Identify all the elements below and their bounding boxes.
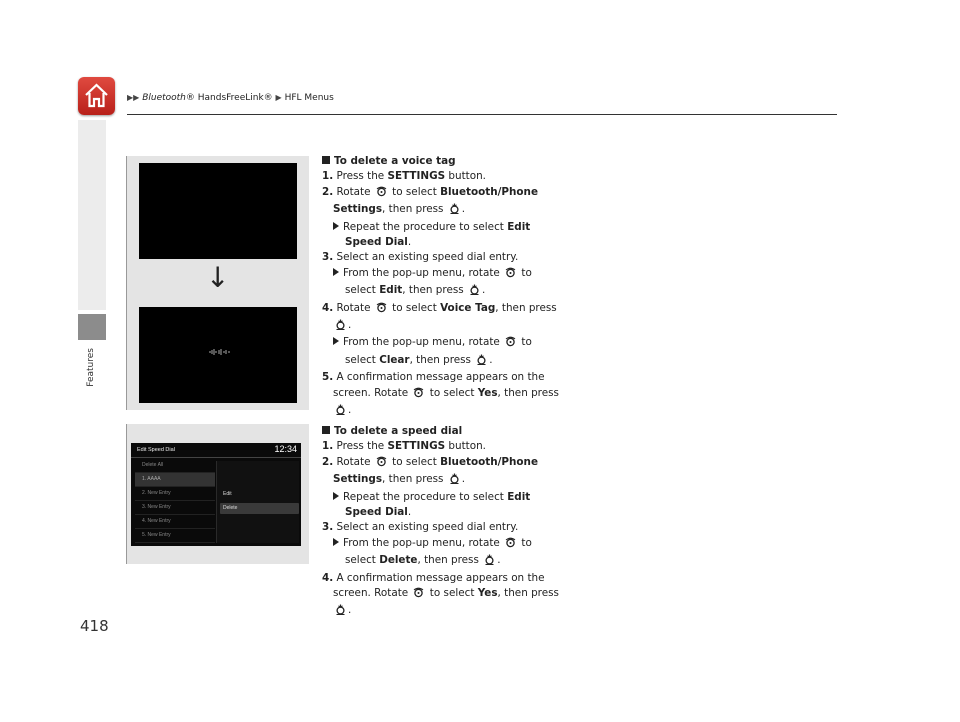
list-item[interactable]: 2. New Entry xyxy=(135,487,215,501)
interface-dial-icon xyxy=(413,587,424,603)
side-label-features: Features xyxy=(86,348,96,387)
home-icon xyxy=(83,82,110,109)
press-icon xyxy=(449,203,460,219)
section-square-icon xyxy=(322,156,330,164)
sub-step-arrow-icon xyxy=(333,337,339,345)
breadcrumb-link-hfl-menus[interactable]: HFL Menus xyxy=(284,93,334,103)
section-delete-speed-dial: To delete a speed dial 1. Press the SETTINGS button. 2. Rotate to select Bluetooth/Phone Settings, then press . Repeat the procedure to select Edit Speed Dial. 3. Select an existing speed dial entry. From the pop-up menu, rotate to select Delete, then press . 4. A confirmation message appears on the screen. Rotate to select Yes, then press . xyxy=(322,424,582,621)
screen-top xyxy=(139,163,297,259)
interface-dial-icon xyxy=(505,537,516,553)
section-square-icon xyxy=(322,426,330,434)
press-icon xyxy=(449,473,460,489)
breadcrumb xyxy=(127,93,334,103)
list-item[interactable]: 1. AAAA xyxy=(135,473,215,487)
home-button[interactable] xyxy=(78,77,115,115)
screen-bottom xyxy=(139,307,297,403)
side-tab-upper xyxy=(78,120,106,310)
list-item-delete-all[interactable]: Delete All xyxy=(135,459,215,473)
edit-speed-dial-screen xyxy=(131,443,301,546)
list-item[interactable]: 4. New Entry xyxy=(135,515,215,529)
page-number: 418 xyxy=(80,617,109,635)
speed-dial-list xyxy=(135,459,215,543)
breadcrumb-arrow-icon: ▶ xyxy=(275,93,282,102)
header-divider xyxy=(127,114,837,115)
press-icon xyxy=(335,404,346,420)
popup-menu xyxy=(216,461,299,543)
press-icon xyxy=(484,554,495,570)
section-heading: To delete a voice tag xyxy=(334,155,456,167)
screen-clock: 12:34 xyxy=(274,444,297,454)
press-icon xyxy=(469,284,480,300)
popup-item-delete[interactable]: Delete xyxy=(220,503,299,514)
interface-dial-icon xyxy=(413,387,424,403)
interface-dial-icon xyxy=(505,267,516,283)
breadcrumb-arrow-icon: ▶▶ xyxy=(127,93,140,102)
voice-waveform-icon xyxy=(208,348,232,356)
section-delete-voice-tag: To delete a voice tag 1. Press the SETTINGS button. 2. Rotate to select Bluetooth/Phone Settings, then press . Repeat the procedure to select Edit Speed Dial. 3. Select an existing speed dial entry. From the pop-up menu, rotate to select Edit, then press . 4. Rotate to select Voice Tag, then press . From the pop-up menu, rotate to select Clear, then press . 5. A confirmation message appears on the screen. Rotate to select Yes, then press . xyxy=(322,154,582,421)
sub-step-arrow-icon xyxy=(333,492,339,500)
breadcrumb-link-bluetooth[interactable]: Bluetooth® HandsFreeLink® xyxy=(142,93,273,103)
interface-dial-icon xyxy=(376,456,387,472)
down-arrow-icon: ↓ xyxy=(206,261,230,294)
press-icon xyxy=(335,604,346,620)
press-icon xyxy=(335,319,346,335)
screen-divider xyxy=(131,457,301,458)
list-item[interactable]: 3. New Entry xyxy=(135,501,215,515)
list-item[interactable]: 5. New Entry xyxy=(135,529,215,543)
press-icon xyxy=(476,354,487,370)
section-heading: To delete a speed dial xyxy=(334,425,463,437)
side-tab-features[interactable] xyxy=(78,314,106,340)
interface-dial-icon xyxy=(505,336,516,352)
interface-dial-icon xyxy=(376,186,387,202)
popup-item-edit[interactable]: Edit xyxy=(223,491,232,497)
screen-title: Edit Speed Dial xyxy=(137,447,175,453)
sub-step-arrow-icon xyxy=(333,268,339,276)
sub-step-arrow-icon xyxy=(333,538,339,546)
sub-step-arrow-icon xyxy=(333,222,339,230)
interface-dial-icon xyxy=(376,302,387,318)
